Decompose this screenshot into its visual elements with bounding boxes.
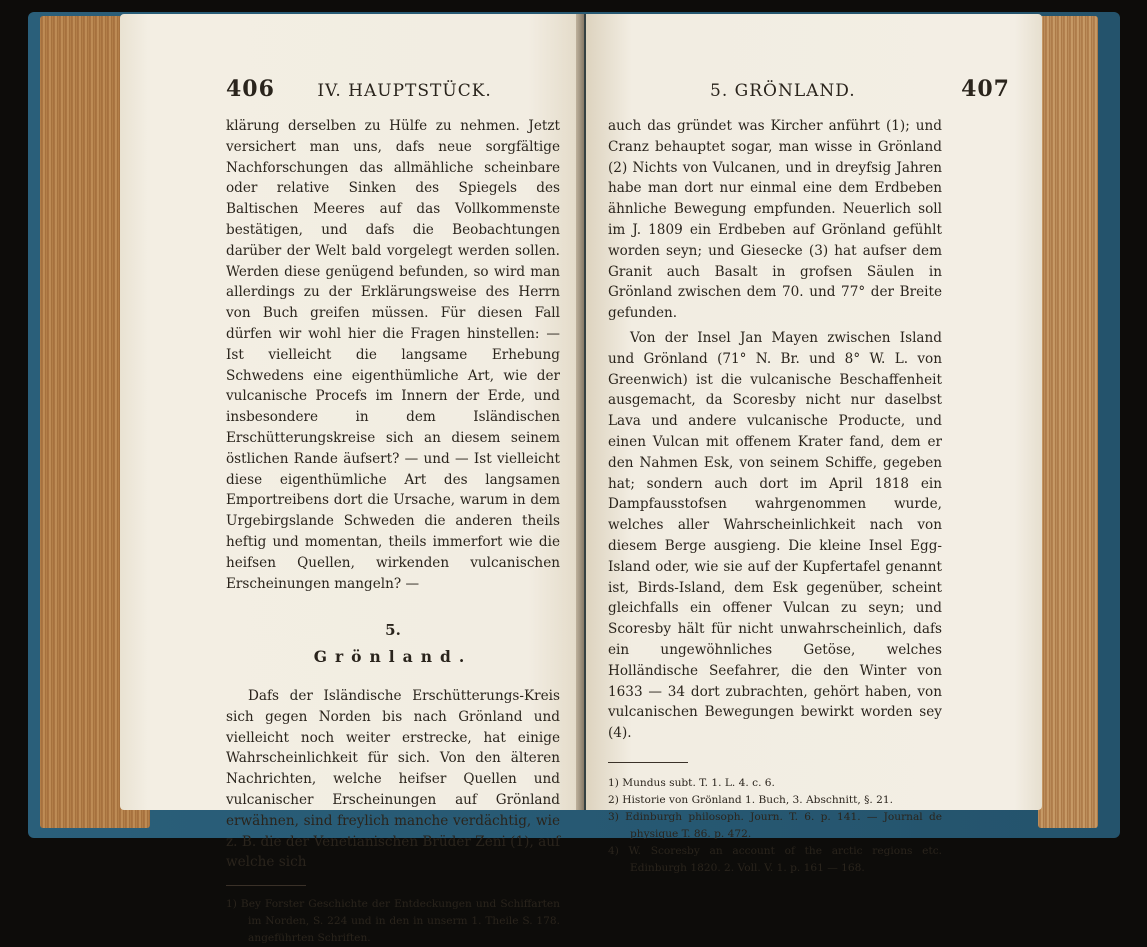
left-running-head: IV. HAUPTSTÜCK. (317, 81, 492, 101)
right-footnote-1: 1) Mundus subt. T. 1. L. 4. c. 6. (608, 776, 775, 789)
right-footnote-3: 3) Edinburgh philosoph. Journ. T. 6. p. 141. — Journal de physique T. 86. p. 472. (608, 810, 942, 840)
left-footnote-1: 1) Bey Forster Geschichte der Entdeckungen und Schiffarten im Norden, S. 224 und in den in unserm 1. Theile S. 178. angeführten Schriften. (226, 898, 560, 945)
left-body (226, 116, 560, 947)
left-paragraph-2: Dafs der Isländische Erschütterungs-Kreis sich gegen Norden bis nach Grönland und vielleicht noch weiter erstrecke, hat einige Wahrscheinlichkeit für sich. Von den älteren Nachrichten, welche heifser Quellen und vulcanischer Erscheinungen auf Grönland erwähnen, sind freylich manche verdächtig, wie z. B. die der Venetianischen Brüder Zeni (1), auf welche sich (226, 687, 560, 871)
page-edges-right (1038, 16, 1098, 828)
left-running-header (226, 76, 566, 102)
right-running-header (710, 76, 1010, 102)
left-page (120, 14, 584, 945)
right-page-number: 407 (961, 76, 1010, 102)
left-page-number: 406 (226, 76, 275, 102)
left-paragraph-1: klärung derselben zu Hülfe zu nehmen. Jetzt versichert man uns, dafs neue sorgfältige Nachforschungen das allmähliche scheinbare oder relative Sinken des Spiegels des Baltischen Meeres auf das Vollkommenste bestätigen, und dafs die Beobachtungen darüber der Welt bald vorgelegt werden sollen. Werden diese genügend befunden, so wird man allerdings zu der Erklärungsweise des Herrn von Buch greifen müssen. Für diesen Fall dürfen wir wohl hier die Fragen hinstellen: — Ist vielleicht die langsame Erhebung Schwedens eine eigenthümliche Art, wie der vulcanische Procefs im Innern der Erde, und insbesondere in dem Isländischen Erschütterungskreise sich an diesem seinem östlichen Rande äufsert? — und — Ist vielleicht diese eigenthümliche Art des langsamen Emportreibens dort die Ursache, warum in dem Urgebirgslande Schweden die anderen theils heftig und momentan, theils immerfort wie die heifsen Quellen, wirkenden vulcanischen Erscheinungen mangeln? — (226, 118, 560, 592)
right-page (586, 14, 1042, 874)
right-paragraph-2: Von der Insel Jan Mayen zwischen Island und Grönland (71° N. Br. und 8° W. L. von Greenwich) ist die vulcanische Beschaffenheit ausgemacht, da Scoresby nicht nur daselbst Lava und andere vulcanische Producte, und einen Vulcan mit offenem Krater fand, dem er den Nahmen Esk, von seinem Schiffe, gegeben hat; sondern auch dort im April 1818 ein Dampfausstofsen wahrgenommen wurde, welches aller Wahrscheinlichkeit nach von diesem Berge ausgieng. Die kleine Insel Egg-Island oder, wie sie auf der Kupfertafel genannt ist, Birds-Island, dem Esk gegenüber, scheint gleichfalls ein offener Vulcan zu seyn; und Scoresby hält für nicht unwahrscheinlich, dafs ein ungewöhnliches Getöse, welches Holländische Seefahrer, die den Winter von 1633 — 34 dort zubrachten, gehört haben, von vulcanischen Bewegungen bewirkt worden sey (4). (608, 329, 942, 742)
footnote-rule-right (608, 762, 688, 763)
section-number: 5. (385, 621, 401, 640)
right-paragraph-1: auch das gründet was Kircher anführt (1); und Cranz behauptet sogar, man wisse in Grönland (2) Nichts von Vulcanen, und in dreyfsig Jahren habe man dort nur einmal eine dem Erdbeben ähnliche Bewegung empfunden. Neuerlich soll im J. 1809 ein Erdbeben auf Grönland gefühlt worden seyn; und Giesecke (3) hat aufser dem Granit auch Basalt in grofsen Säulen in Grönland zwischen dem 70. und 77° der Breite gefunden. (608, 118, 942, 322)
section-title: Grönland. (313, 647, 473, 667)
right-body (608, 116, 942, 877)
footnote-rule (226, 885, 306, 886)
right-footnote-4: 4) W. Scoresby an account of the arctic regions etc. Edinburgh 1820. 2. Voll. V. 1. p. 161 — 168. (608, 844, 942, 874)
right-footnote-2: 2) Historie von Grönland 1. Buch, 3. Abschnitt, §. 21. (608, 793, 893, 806)
right-running-head: 5. GRÖNLAND. (710, 81, 856, 101)
